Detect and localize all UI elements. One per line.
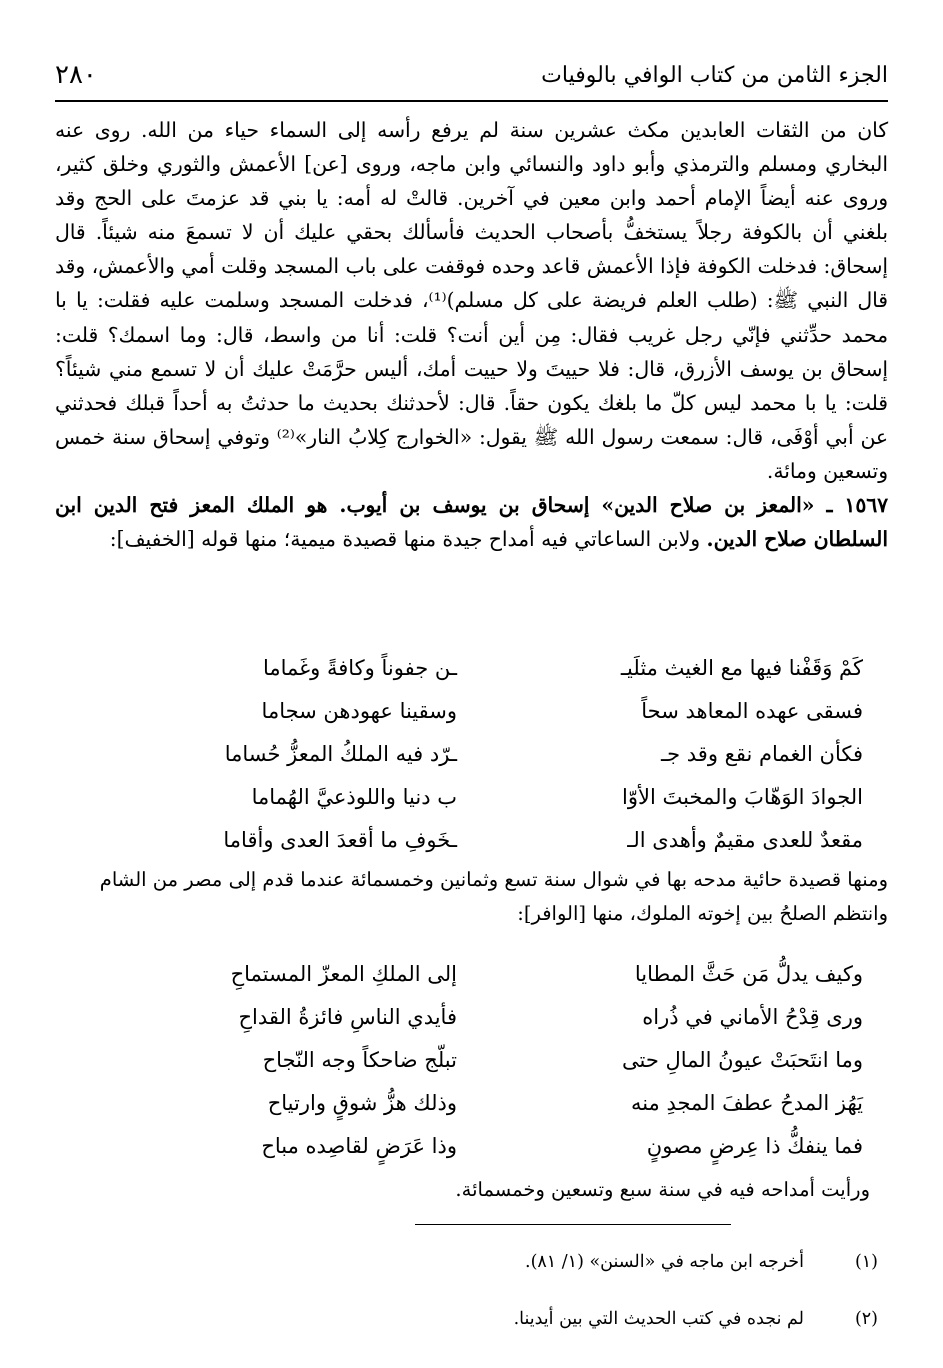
footnote-number: (١) bbox=[854, 1251, 878, 1272]
verse-first-hemistich: ورى قِدْحُ الأماني في ذُراه bbox=[642, 1005, 863, 1029]
footnotes bbox=[55, 1233, 888, 1347]
verse-first-hemistich: فسقى عهده المعاهد سحاً bbox=[641, 699, 863, 723]
footnote-text: لم نجده في كتب الحديث التي بين أيدينا. bbox=[513, 1308, 804, 1329]
footnote bbox=[55, 1233, 888, 1290]
entry-1567 bbox=[55, 488, 888, 556]
verse-second-hemistich: ـرّد فيه الملكُ المعزُّ حُساما bbox=[224, 742, 457, 766]
verse-second-hemistich: تبلّج ضاحكاً وجه النّجاح bbox=[262, 1048, 457, 1072]
verse-second-hemistich: فأيدي الناسِ فائزةُ القداحِ bbox=[238, 1005, 457, 1029]
verse-first-hemistich: فما ينفكُّ ذا عِرضٍ مصونٍ bbox=[646, 1134, 863, 1158]
verse-first-hemistich: وما انتَحبَتْ عيونُ المالِ حتى bbox=[621, 1048, 863, 1072]
verse-line bbox=[55, 1082, 888, 1125]
verse-line bbox=[55, 953, 888, 996]
verse-first-hemistich: الجوادَ الوَهّابَ والمخبتَ الأوّا bbox=[622, 785, 863, 809]
verse-line bbox=[55, 647, 888, 690]
page-number: ٢٨٠ bbox=[55, 60, 97, 90]
biography-text bbox=[55, 113, 888, 488]
verse-second-hemistich: إلى الملكِ المعزّ المستماحِ bbox=[230, 962, 457, 986]
verse-second-hemistich: وذلك هزُّ شوقٍ وارتياح bbox=[267, 1091, 457, 1115]
closing-note bbox=[55, 1173, 888, 1207]
footnote-text: أخرجه ابن ماجه في «السنن» (١/ ٨١). bbox=[525, 1251, 804, 1272]
running-title: الجزء الثامن من كتاب الوافي بالوفيات bbox=[541, 62, 888, 88]
page-body bbox=[55, 113, 888, 1201]
verse-line bbox=[55, 819, 888, 862]
verse-line bbox=[55, 1125, 888, 1168]
entry-heading: ١٥٦٧ ـ «المعز بن صلاح الدين» إسحاق بن يوسف بن أيوب. هو الملك المعز فتح الدين ابن السلطان صلاح الدين. bbox=[55, 493, 888, 552]
verse-line bbox=[55, 776, 888, 819]
verse-first-hemistich: مقعدٌ للعدى مقيمٌ وأهدى الـ bbox=[627, 828, 863, 852]
verse-first-hemistich: يَهُز المدحُ عطفَ المجدِ منه bbox=[630, 1091, 863, 1115]
footnote-rule bbox=[415, 1224, 731, 1225]
verse-line bbox=[55, 733, 888, 776]
entry-intro: ولابن الساعاتي فيه أمداح جيدة منها قصيدة ميمية؛ منها قوله [الخفيف]: bbox=[109, 527, 707, 552]
poem-khafif bbox=[55, 647, 888, 862]
footnote bbox=[55, 1290, 888, 1347]
biography-paragraph: كان من الثقات العابدين مكث عشرين سنة لم يرفع رأسه إلى السماء حياء من الله. روى عنه البخاري ومسلم والترمذي وأبو داود والنسائي وابن ماجه، وروى [عن] الأعمش والثوري وخلق كثير، وروى عنه أيضاً الإمام أحمد وابن معين في آخرين. قالتْ له أمه: يا بني قد عزمتَ على الحج وقد بلغني أن بالكوفة رجلاً يستخفُّ بأصحاب الحديث فأسألك بحقي عليك أن لا تسمعَ منه شيئاً. قال إسحاق: فدخلت الكوفة فإذا الأعمش قاعد وحده فوقفت على باب المسجد وقلت أمي والأعمش، وقد قال النبي ﷺ: (طلب العلم فريضة على كل مسلم)⁽¹⁾، فدخلت المسجد وسلمت عليه فقلت: يا با محمد حدِّثني فإنّي رجل غريب فقال: مِن أين أنت؟ قلت: أنا من واسط، قال: وما اسمك؟ قلت: إسحاق بن يوسف الأزرق، قال: فلا حييتَ ولا حييت أمك، أليس حرَّمَتْ عليك أن لا تسمع مني شيئاً؟ قلت: يا با محمد ليس كلّ ما بلغك يكون حقاً. قال: لأحدثنك بحديث ما حدثتُ به أحداً قبلك فحدثني عن أبي أوْفَى، قال: سمعت رسول الله ﷺ يقول: «الخوارج كِلابُ النار»⁽²⁾ وتوفي إسحاق سنة خمس وتسعين ومائة. bbox=[55, 118, 888, 483]
verse-first-hemistich: كَمْ وَقَفْنا فيها مع الغيث مثلَيـ bbox=[620, 656, 863, 680]
page-header bbox=[55, 55, 888, 95]
verse-second-hemistich: وسقينا عهودهن سجاما bbox=[261, 699, 457, 723]
poem-intro-text: ومنها قصيدة حائية مدحه بها في شوال سنة تسع وثمانين وخمسمائة عندما قدم إلى مصر من الشام وانتظم الصلحُ بين إخوته الملوك، منها [الوافر]: bbox=[99, 868, 888, 925]
verse-second-hemistich: ب دنيا واللوذعيَّ الهُماما bbox=[251, 785, 457, 809]
header-rule bbox=[55, 100, 888, 102]
verse-second-hemistich: ـخَوفِ ما أقعدَ العدى وأقاما bbox=[223, 828, 457, 852]
footnote-number: (٢) bbox=[854, 1308, 878, 1329]
verse-first-hemistich: فكأن الغمام نقع وقد جـ bbox=[660, 742, 863, 766]
verse-first-hemistich: وكيف يدلُّ مَن حَثَّ المطايا bbox=[634, 962, 863, 986]
verse-second-hemistich: وذا عَرَضٍ لقاصِده مباح bbox=[261, 1134, 457, 1158]
poem-wafir bbox=[55, 953, 888, 1168]
poem-intro bbox=[55, 863, 888, 931]
verse-line bbox=[55, 996, 888, 1039]
verse-second-hemistich: ـن جفوناً وكافةً وغَماما bbox=[262, 656, 457, 680]
closing-note-text: ورأيت أمداحه فيه في سنة سبع وتسعين وخمسمائة. bbox=[455, 1178, 870, 1201]
verse-line bbox=[55, 690, 888, 733]
verse-line bbox=[55, 1039, 888, 1082]
